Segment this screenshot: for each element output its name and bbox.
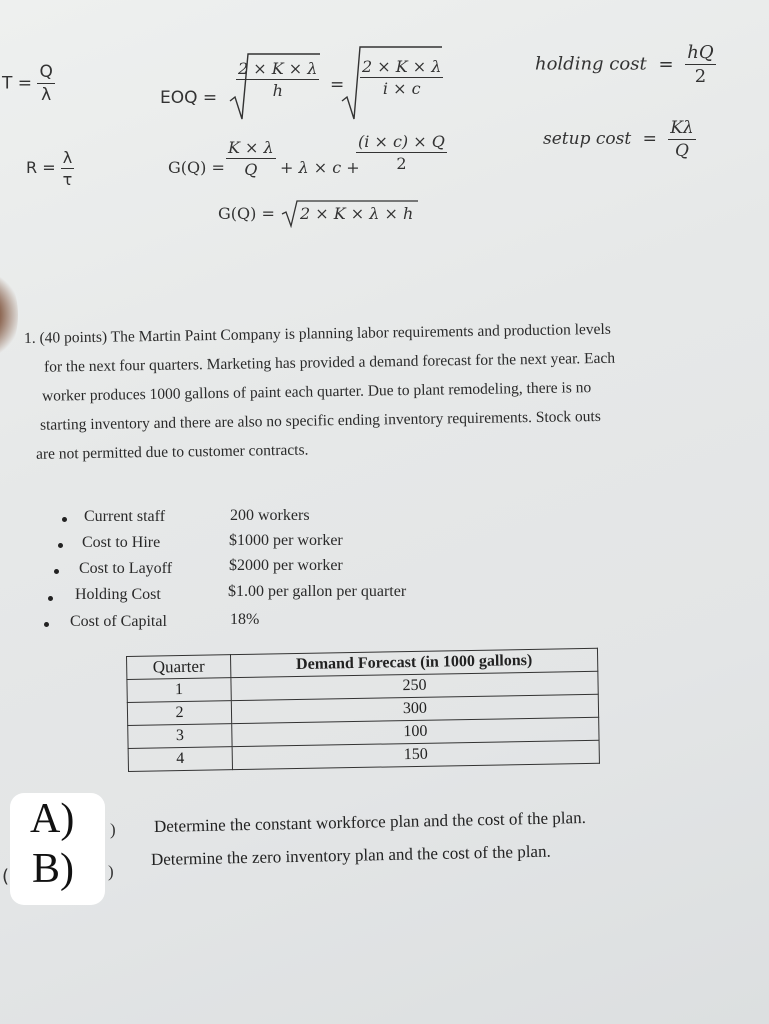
ab-label-box (10, 793, 105, 905)
bullet-icon (58, 543, 63, 548)
formula-eoq-frac2 (360, 57, 443, 98)
setup-cost-den: Q (675, 141, 689, 161)
param-value-cost-to-hire: $1000 per worker (229, 532, 343, 549)
task-b-text: Determine the zero inventory plan and the cost of the plan. (150, 841, 551, 869)
param-value-holding-cost: $1.00 per gallon per quarter (228, 583, 407, 600)
param-value-cost-of-capital: 18% (230, 611, 260, 628)
formula-t-fraction (37, 62, 54, 105)
problem-line-2: for the next four quarters. Marketing has provided a demand forecast for the next year. Each (43, 349, 616, 376)
formula-r (26, 148, 74, 189)
demand-table-wrap (126, 648, 600, 772)
param-label-cost-to-layoff: Cost to Layoff (79, 560, 173, 577)
header-quarter: Quarter (127, 655, 231, 680)
bullet-icon (54, 569, 59, 574)
cell-quarter: 1 (127, 678, 231, 703)
formula-gq1-num2: (i × c) × Q (358, 132, 445, 151)
formula-gq1-num1: K × λ (228, 138, 274, 157)
demand-table (126, 648, 600, 772)
formula-gq2-rhs: 2 × K × λ × h (300, 204, 414, 223)
formula-eoq-num1: 2 × K × λ (238, 59, 318, 78)
setup-cost-label: setup cost (543, 129, 632, 149)
cell-demand: 150 (232, 740, 599, 769)
formula-gq1-den2: 2 (396, 154, 407, 173)
formula-gq1-mid: + λ × c + (280, 158, 360, 177)
param-label-cost-of-capital: Cost of Capital (70, 613, 167, 630)
formula-gq-2 (218, 198, 418, 230)
holding-cost-label: holding cost (535, 53, 647, 75)
formula-r-fraction (61, 148, 74, 189)
problem-line-4: starting inventory and there are also no specific ending inventory requirements. Stock outs (39, 407, 601, 434)
label-b: B) (32, 846, 74, 892)
problem-statement (23, 320, 724, 469)
formula-gq1-frac1 (226, 138, 276, 179)
formula-holding-cost (535, 42, 716, 87)
formula-setup-cost (543, 118, 696, 161)
formula-eoq-den2: i × c (382, 79, 421, 98)
setup-cost-fraction (668, 118, 695, 161)
setup-cost-eq: = (642, 129, 657, 149)
task-a-text: Determine the constant workforce plan and the cost of the plan. (153, 807, 587, 836)
holding-cost-num: hQ (687, 42, 714, 63)
problem-line-3: worker produces 1000 gallons of paint each quarter. Due to plant remodeling, there is no (41, 379, 592, 405)
problem-line-1: 1. (40 points) The Martin Paint Company is planning labor requirements and production levels (23, 320, 611, 347)
finger-shadow (0, 270, 18, 360)
formula-eoq-lhs: EOQ = (160, 88, 218, 108)
holding-cost-den: 2 (694, 66, 707, 87)
paren-a: ) (110, 820, 116, 839)
formula-gq2-lhs: G(Q) = (218, 204, 275, 223)
cell-demand: 300 (231, 694, 598, 723)
param-value-current-staff: 200 workers (230, 507, 310, 524)
formula-r-num: λ (62, 148, 73, 167)
formula-gq1-frac2 (356, 132, 447, 173)
bullet-icon (62, 517, 67, 522)
bullet-icon (48, 596, 53, 601)
formula-t (2, 62, 55, 105)
problem-line-5: are not permitted due to customer contracts. (35, 441, 309, 463)
paren-b: ) (108, 862, 114, 881)
cell-demand: 250 (231, 671, 598, 700)
formula-eoq-frac1 (236, 59, 319, 100)
cell-quarter: 3 (128, 724, 232, 749)
formula-r-den: τ (62, 170, 73, 189)
cell-demand: 100 (232, 717, 599, 746)
formula-gq1-lhs: G(Q) = (168, 158, 225, 177)
header-demand: Demand Forecast (in 1000 gallons) (230, 648, 597, 677)
holding-cost-fraction (685, 42, 715, 87)
holding-cost-eq: = (658, 53, 674, 75)
param-value-cost-to-layoff: $2000 per worker (229, 557, 343, 574)
param-label-holding-cost: Holding Cost (75, 586, 161, 603)
label-a: A) (30, 796, 75, 842)
formula-t-lhs: T = (2, 73, 33, 94)
formula-r-lhs: R = (26, 158, 56, 177)
cell-quarter: 2 (127, 701, 231, 726)
param-label-cost-to-hire: Cost to Hire (82, 534, 161, 551)
formula-gq-1 (168, 130, 458, 190)
setup-cost-num: Kλ (670, 118, 694, 138)
formula-t-num: Q (39, 62, 53, 82)
cell-quarter: 4 (128, 747, 232, 772)
formula-eoq-eq: = (330, 75, 345, 95)
formula-eoq-den1: h (272, 81, 283, 100)
formula-eoq-num2: 2 × K × λ (362, 57, 442, 76)
formula-t-den: λ (41, 85, 52, 105)
formula-gq1-den1: Q (244, 160, 258, 179)
formula-eoq (160, 45, 450, 125)
param-label-current-staff: Current staff (84, 508, 166, 525)
left-paren: ( (2, 866, 10, 887)
bullet-icon (44, 622, 49, 627)
